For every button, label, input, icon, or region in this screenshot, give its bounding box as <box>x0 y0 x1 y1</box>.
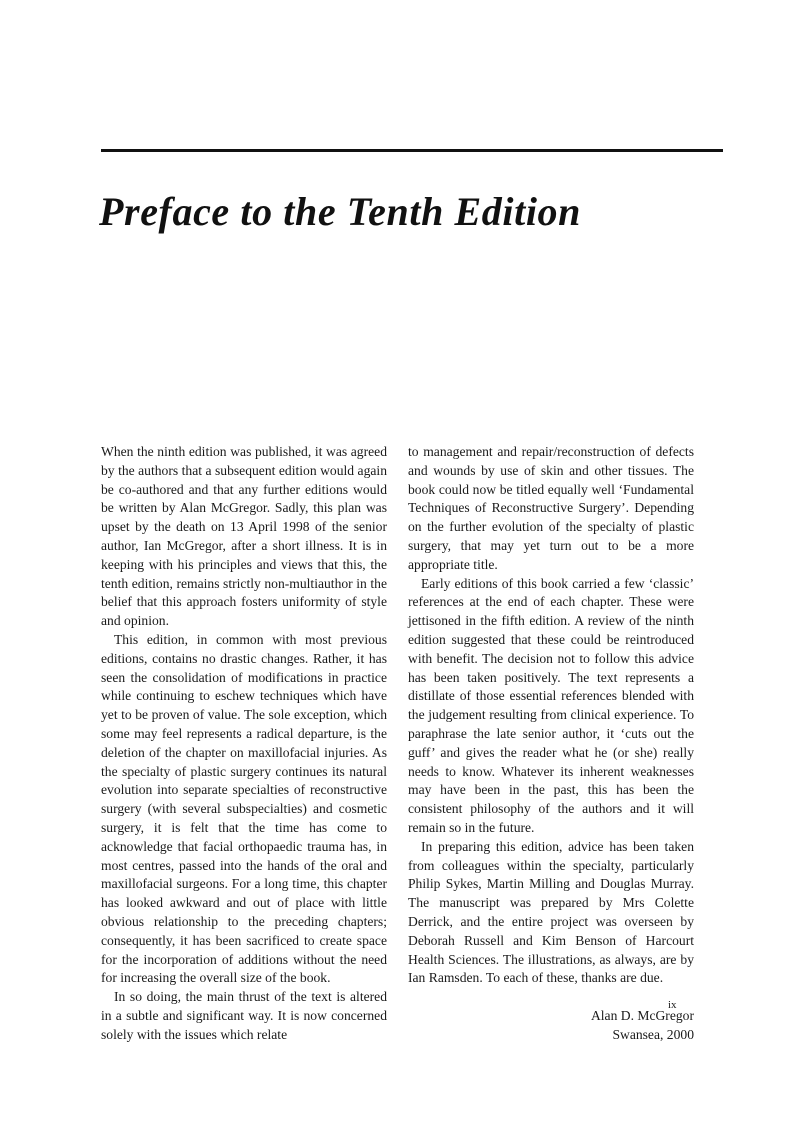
paragraph: When the ninth edition was published, it was agreed by the authors that a subsequent edition would again be co-authored and that any further editions would be written by Alan McGregor. Sadly, this plan was upset by the death on 13 April 1998 of the senior author, Ian McGregor, after a short illness. It is in keeping with his principles and views that this, the tenth edition, remains strictly non-multiauthor in the belief that this approach fosters uniformity of style and opinion. <box>101 444 387 629</box>
place-and-date: Swansea, 2000 <box>612 1026 694 1042</box>
signature-block <box>408 1007 694 1045</box>
page-number: ix <box>668 999 677 1011</box>
paragraph: Early editions of this book carried a few ‘classic’ references at the end of each chapter. These were jettisoned in the fifth edition. A review of the ninth edition suggested that these could be reintroduced with benefit. The decision not to follow this advice has been taken positively. The text represents a distillate of those essential references blended with the judgement resulting from clinical experience. To paraphrase the late senior author, it ‘cuts out the guff’ and gives the reader what he (or she) really needs to know. Whatever its inherent weaknesses may have been in the past, this has been the consistent philosophy of the authors and it will remain so in the future. <box>408 575 694 835</box>
text-column-left <box>101 443 387 1045</box>
paragraph: In preparing this edition, advice has been taken from colleagues within the specialty, particularly Philip Sykes, Martin Milling and Douglas Murray. The manuscript was prepared by Mrs Colette Derrick, and the entire project was overseen by Deborah Russell and Kim Benson of Harcourt Health Sciences. The illustrations, as always, are by Ian Ramsden. To each of these, thanks are due. <box>408 838 694 986</box>
text-column-right <box>408 443 694 1045</box>
paragraph: This edition, in common with most previous editions, contains no drastic changes. Rather, it has seen the consolidation of modifications in practice while continuing to eschew techniques which have yet to be proven of value. The sole exception, which some may feel represents a radical departure, is the deletion of the chapter on maxillofacial injuries. As the specialty of plastic surgery continues its natural evolution into separate specialties of reconstructive surgery (with several subspecialties) and cosmetic surgery, it is felt that the time has come to acknowledge that facial orthopaedic trauma has, in most centres, passed into the hands of the oral and maxillofacial surgeons. For a long time, this chapter has looked awkward and out of place with little obvious relationship to the preceding chapters; consequently, it has been sacrificed to create space for the incorporation of additions without the need for increasing the overall size of the book. <box>101 631 387 986</box>
page-title: Preface to the Tenth Edition <box>99 189 581 234</box>
header-rule <box>101 149 723 152</box>
author-name: Alan D. McGregor <box>590 1008 694 1024</box>
paragraph: In so doing, the main thrust of the text is altered in a subtle and significant way. It is now concerned solely with the issues which relate <box>101 989 387 1042</box>
paragraph: to management and repair/reconstruction of defects and wounds by use of skin and other tissues. The book could now be titled equally well ‘Fundamental Techniques of Reconstructive Surgery’. Depending on the further evolution of the specialty of plastic surgery, that may yet turn out to be a more appropriate title. <box>408 444 694 572</box>
